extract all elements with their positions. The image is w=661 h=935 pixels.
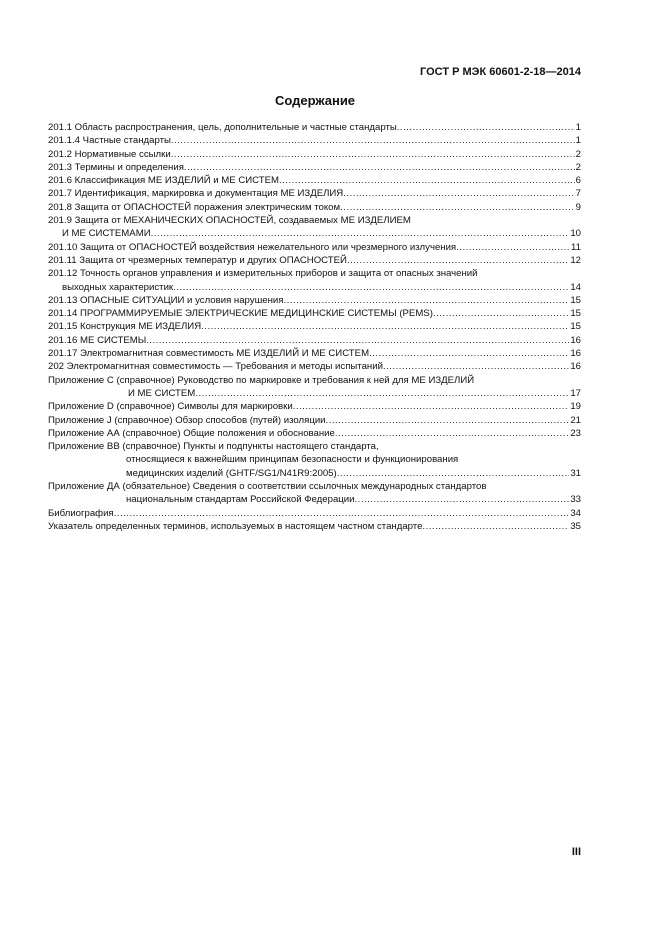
toc-entry-text: 201.14 ПРОГРАММИРУЕМЫЕ ЭЛЕКТРИЧЕСКИЕ МЕДИЦИНСКИЕ СИСТЕМЫ (PEMS): [48, 308, 433, 320]
toc-entry[interactable]: [48, 294, 581, 307]
toc-entry-page: 2: [575, 161, 581, 173]
toc-entry-text: 201.1 Область распространения, цель, дополнительные и частные стандарты: [48, 122, 397, 133]
toc-entry[interactable]: [48, 174, 581, 187]
toc-entry-page: 14: [570, 281, 581, 293]
dot-leader: [422, 520, 569, 533]
toc-entry-text: 201.17 Электромагнитная совместимость МЕ ИЗДЕЛИЙ И МЕ СИСТЕМ: [48, 348, 370, 360]
dot-leader: [343, 187, 574, 200]
toc-entry-text: 201.13 ОПАСНЫЕ СИТУАЦИИ и условия нарушения: [48, 294, 284, 306]
toc-entry[interactable]: [48, 334, 581, 347]
toc-entry-page: 12: [570, 254, 581, 266]
dot-leader: [151, 227, 570, 240]
toc-entry-text: 201.10 Защита от ОПАСНОСТЕЙ воздействия нежелательного или чрезмерного излучения: [48, 241, 457, 253]
dot-leader: [369, 347, 569, 360]
dot-leader: [355, 493, 570, 506]
toc-entry[interactable]: [48, 161, 581, 174]
dot-leader: [173, 281, 569, 294]
toc-entry-text[interactable]: Приложение ВВ (справочное) Пункты и подпункты настоящего стандарта,: [48, 441, 379, 453]
toc-entry-text: национальным стандартам Российской Федерации: [126, 494, 355, 506]
page-number: III: [571, 846, 581, 858]
toc-entry-text: 201.16 МЕ СИСТЕМЫ: [48, 334, 147, 346]
toc-entry-page: 19: [570, 401, 581, 413]
toc-entry-page: 1: [575, 135, 581, 147]
toc-entry[interactable]: [48, 241, 581, 254]
toc-entry-text: Библиография: [48, 507, 114, 519]
dot-leader: [383, 360, 569, 373]
toc-entry-text: 201.8 Защита от ОПАСНОСТЕЙ поражения электрическим током: [48, 201, 341, 213]
toc-entry-page: 35: [570, 520, 581, 532]
toc-entry-continuation[interactable]: [48, 281, 581, 294]
toc-entry[interactable]: [48, 414, 581, 427]
dot-leader: [171, 148, 575, 161]
toc-entry-page: 15: [570, 294, 581, 306]
dot-leader: [433, 307, 569, 320]
dot-leader: [201, 320, 569, 333]
toc-entry[interactable]: [48, 427, 581, 440]
dot-leader: [279, 174, 575, 187]
toc-entry-text: Приложение D (справочное) Символы для маркировки: [48, 401, 293, 413]
toc-entry[interactable]: [48, 148, 581, 161]
dot-leader: [337, 467, 570, 480]
document-code: ГОСТ Р МЭК 60601-2-18—2014: [420, 66, 581, 78]
toc-entry[interactable]: [48, 307, 581, 320]
toc-entry[interactable]: [48, 400, 581, 413]
dot-leader: [293, 400, 570, 413]
toc-entry-text: выходных характеристик: [62, 281, 174, 293]
toc-entry-page: 15: [570, 321, 581, 333]
toc-entry-text[interactable]: Приложение ДА (обязательное) Сведения о соответствии ссылочных международных стандартов: [48, 481, 487, 493]
toc-entry[interactable]: [48, 187, 581, 200]
table-of-contents: [48, 121, 581, 533]
dot-leader: [184, 161, 575, 174]
toc-title: Содержание: [274, 93, 356, 108]
dot-leader: [283, 294, 569, 307]
dot-leader: [347, 254, 569, 267]
toc-entry-text: 201.1.4 Частные стандарты: [48, 135, 171, 147]
toc-entry[interactable]: [48, 347, 581, 360]
dot-leader: [397, 121, 575, 134]
toc-entry-text: 201.6 Классификация МЕ ИЗДЕЛИЙ и МЕ СИСТЕМ: [48, 175, 280, 187]
toc-entry[interactable]: [48, 520, 581, 533]
dot-leader: [146, 334, 569, 347]
toc-entry-text: 201.11 Защита от чрезмерных температур и других ОПАСНОСТЕЙ: [48, 254, 347, 266]
toc-entry[interactable]: [48, 201, 581, 214]
toc-entry-page: 11: [571, 241, 581, 253]
dot-leader: [114, 507, 570, 520]
toc-entry-page: 16: [570, 348, 581, 360]
toc-entry-page: 16: [570, 361, 581, 373]
dot-leader: [456, 241, 570, 254]
toc-entry-page: 10: [570, 228, 581, 240]
toc-entry-continuation[interactable]: [48, 493, 581, 506]
toc-entry-text: 201.3 Термины и определения: [48, 161, 184, 173]
toc-entry-continuation[interactable]: [48, 467, 581, 480]
toc-entry-text[interactable]: 201.9 Защита от МЕХАНИЧЕСКИХ ОПАСНОСТЕЙ, создаваемых МЕ ИЗДЕЛИЕМ: [48, 215, 411, 227]
toc-entry[interactable]: [48, 320, 581, 333]
toc-entry-text[interactable]: 201.12 Точность органов управления и измерительных приборов и защита от опасных значений: [48, 268, 478, 280]
dot-leader: [195, 387, 569, 400]
toc-entry-text: Указатель определенных терминов, используемых в настоящем частном стандарте: [48, 520, 423, 532]
dot-leader: [326, 414, 570, 427]
toc-entry-page: 7: [575, 188, 581, 200]
toc-entry-text: 201.15 Конструкция МЕ ИЗДЕЛИЯ: [48, 321, 202, 333]
toc-entry-text: Приложение J (справочное) Обзор способов (путей) изоляции: [48, 414, 326, 426]
toc-entry[interactable]: [48, 134, 581, 147]
toc-entry-page: 16: [570, 334, 581, 346]
dot-leader: [340, 201, 575, 214]
toc-entry-text: 202 Электромагнитная совместимость — Требования и методы испытаний: [48, 361, 383, 373]
toc-entry-continuation[interactable]: [48, 227, 581, 240]
toc-entry-page: 31: [570, 467, 581, 479]
dot-leader: [335, 427, 569, 440]
toc-entry-page: 9: [575, 201, 581, 213]
toc-entry-text: И МЕ СИСТЕМАМИ: [62, 228, 151, 240]
toc-entry[interactable]: [48, 121, 581, 134]
toc-entry-page: 1: [575, 122, 581, 133]
toc-entry-page: 34: [570, 507, 581, 519]
toc-entry-page: 23: [570, 427, 581, 439]
toc-entry-text: 201.7 Идентификация, маркировка и документация МЕ ИЗДЕЛИЯ: [48, 188, 344, 200]
toc-entry-page: 6: [575, 175, 581, 187]
toc-entry[interactable]: [48, 254, 581, 267]
toc-entry-page: 2: [575, 148, 581, 160]
toc-entry-text: 201.2 Нормативные ссылки: [48, 148, 171, 160]
toc-entry-text[interactable]: Приложение С (справочное) Руководство по маркировке и требования к ней для МЕ ИЗДЕЛИЙ: [48, 374, 475, 386]
toc-entry[interactable]: [48, 507, 581, 520]
toc-entry-continuation[interactable]: [48, 387, 581, 400]
toc-entry-text: медицинских изделий (GHTF/SG1/N41R9:2005): [126, 467, 337, 479]
toc-entry-page: 17: [570, 387, 581, 399]
dot-leader: [171, 134, 575, 147]
toc-entry-page: 21: [570, 414, 581, 426]
toc-entry-page: 33: [570, 494, 581, 506]
toc-entry-text: Приложение АА (справочное) Общие положения и обоснование: [48, 427, 335, 439]
toc-entry[interactable]: [48, 360, 581, 373]
toc-entry-text: И МЕ СИСТЕМ: [128, 387, 196, 399]
toc-entry-continuation-text[interactable]: относящиеся к важнейшим принципам безопасности и функционирования: [126, 454, 459, 466]
toc-entry-page: 15: [570, 308, 581, 320]
